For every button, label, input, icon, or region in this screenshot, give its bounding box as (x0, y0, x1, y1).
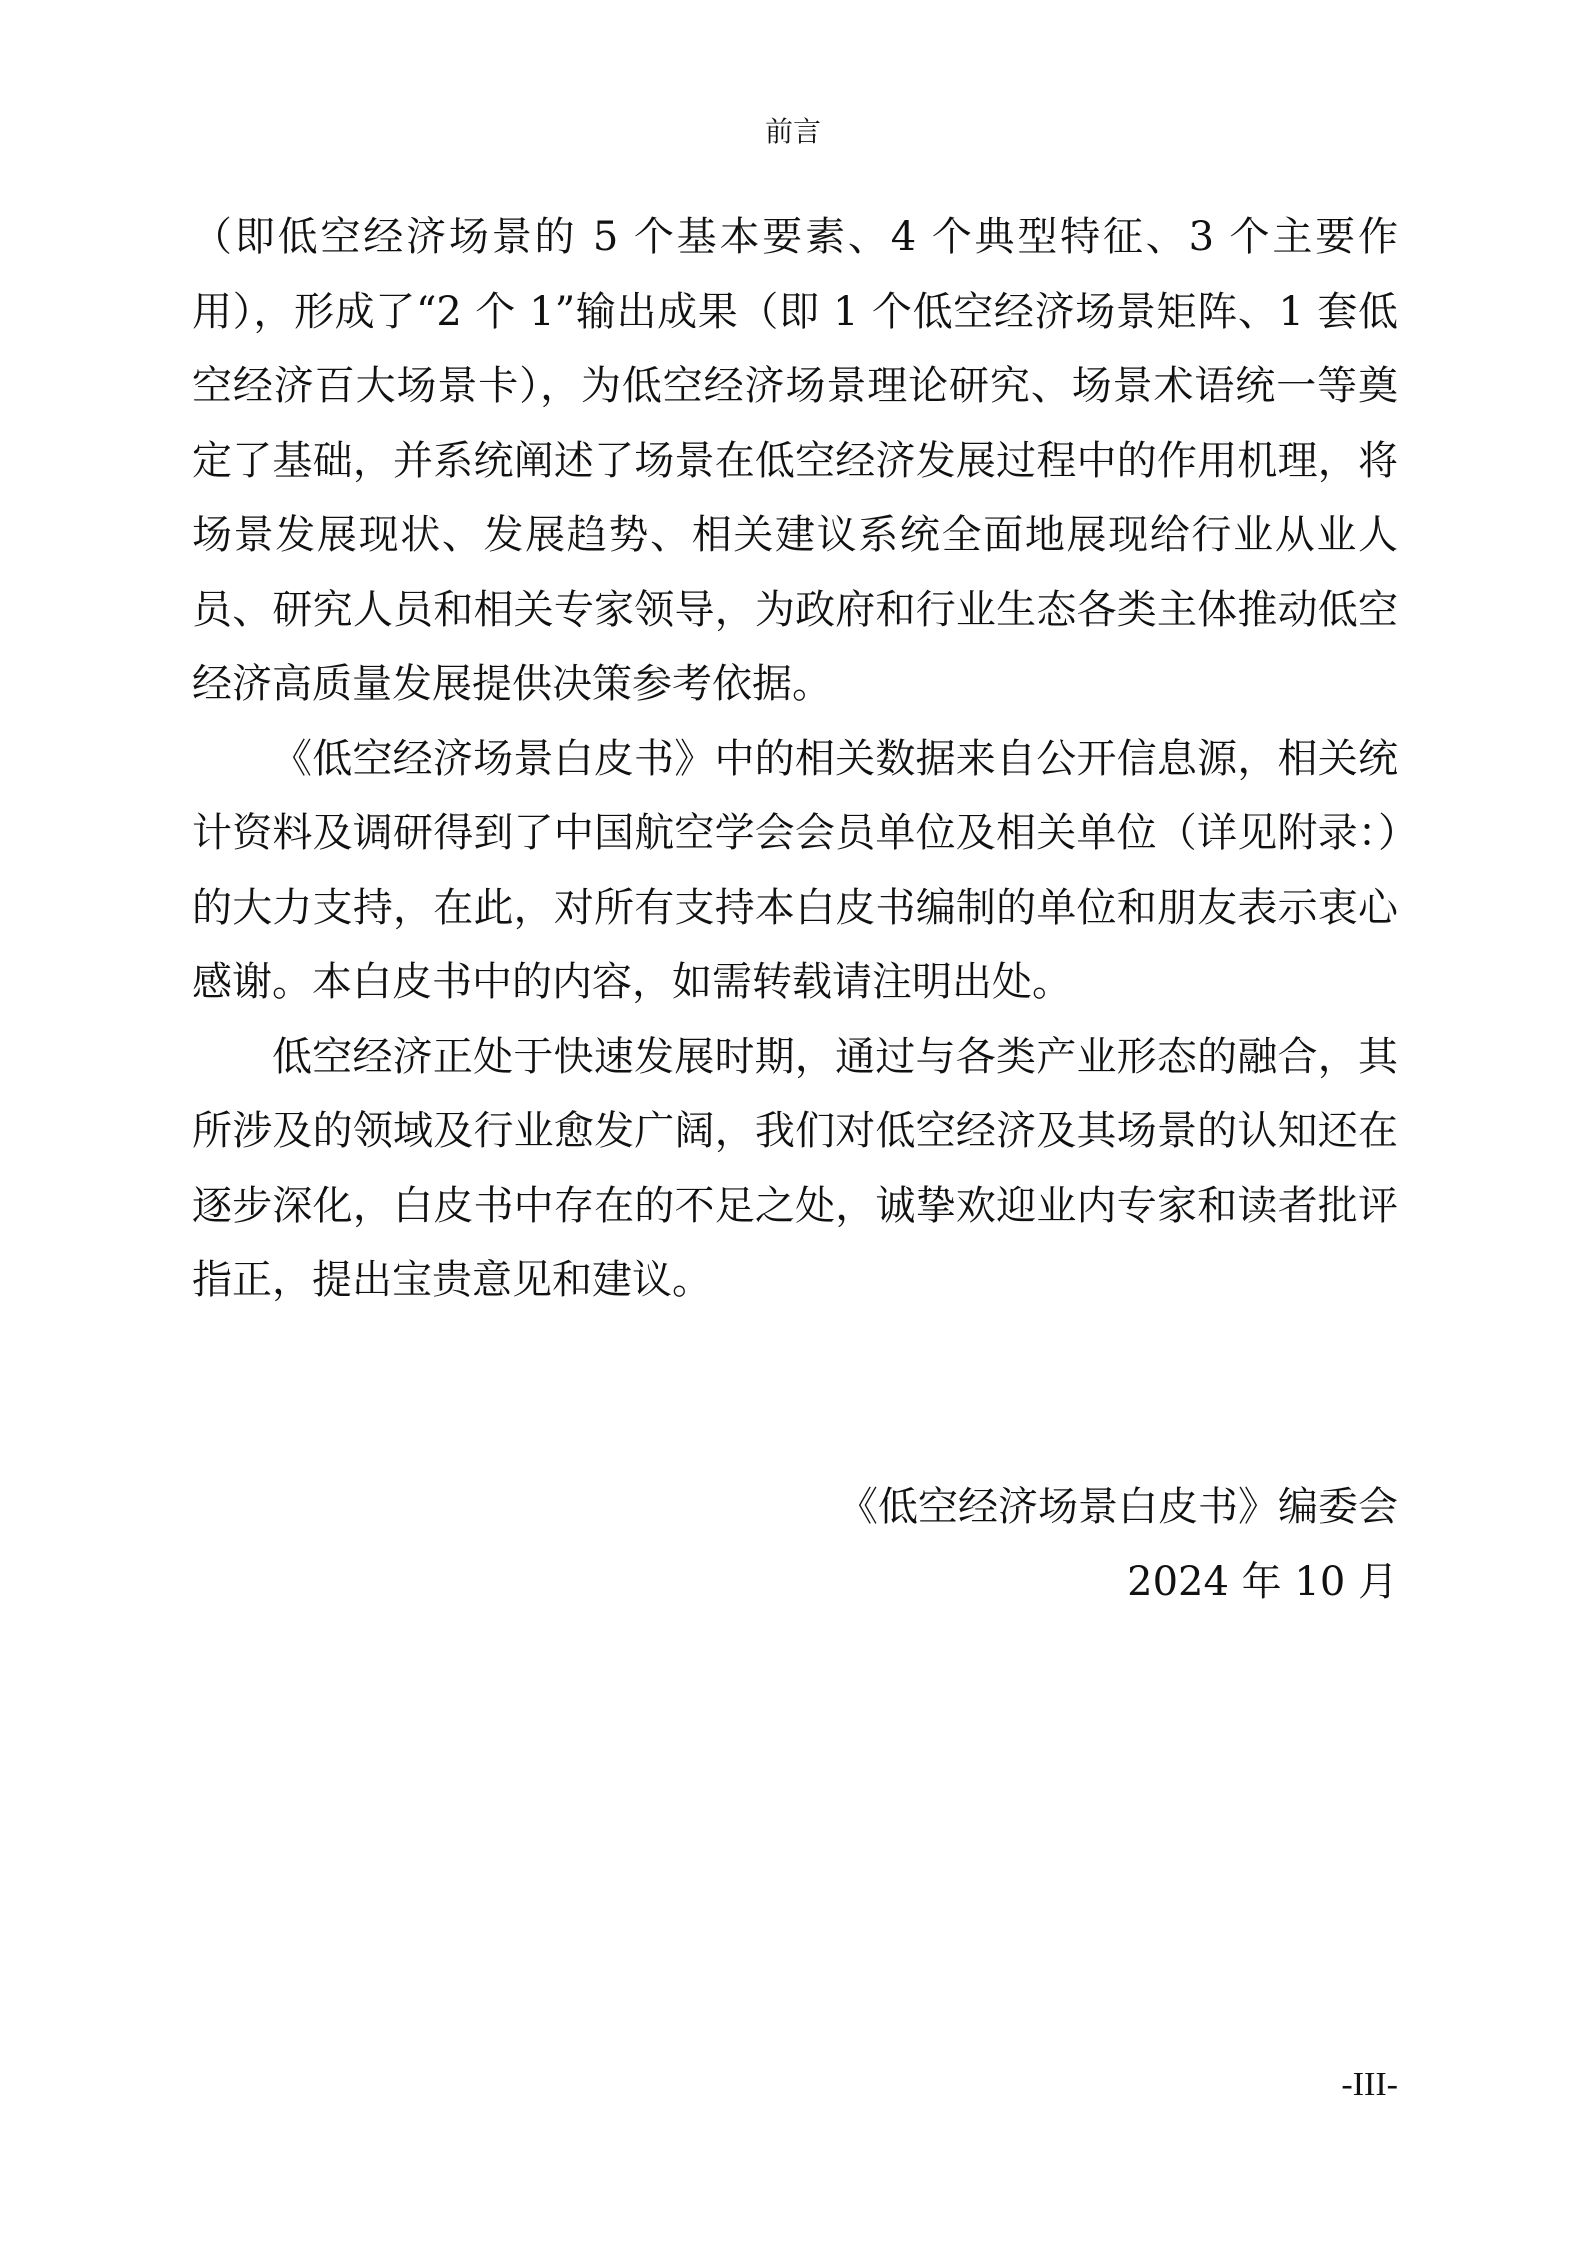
signature-committee: 《低空经济场景白皮书》编委会 (838, 1484, 1398, 1530)
page-header-title: 前言 (764, 115, 821, 148)
signature-block (838, 1470, 1398, 1619)
paragraph-continuation: （即低空经济场景的 5 个基本要素、4 个典型特征、3 个主要作用），形成了“2 个 1”输出成果（即 1 个低空经济场景矩阵、1 套低空经济百大场景卡），为低空经济场景理论研究、场景术语统一等奠定了基础，并系统阐述了场景在低空经济发展过程中的作用机理，将场景发展现状、发展趋势、相关建议系统全面地展现给行业从业人员、研究人员和相关专家领导，为政府和行业生态各类主体推动低空经济高质量发展提供决策参考依据。 (192, 214, 1398, 707)
preface-body (192, 200, 1398, 1318)
signature-date: 2024 年 10 月 (1127, 1558, 1398, 1605)
page-number: -III- (1341, 2066, 1398, 2103)
paragraph-data-sources: 《低空经济场景白皮书》中的相关数据来自公开信息源，相关统计资料及调研得到了中国航空学会会员单位及相关单位（详见附录：）的大力支持，在此，对所有支持本白皮书编制的单位和朋友表示衷心感谢。本白皮书中的内容，如需转载请注明出处。 (192, 735, 1398, 1005)
paragraph-closing-remarks: 低空经济正处于快速发展时期，通过与各类产业形态的融合，其所涉及的领域及行业愈发广阔，我们对低空经济及其场景的认知还在逐步深化，白皮书中存在的不足之处，诚挚欢迎业内专家和读者批评指正，提出宝贵意见和建议。 (192, 1033, 1398, 1303)
